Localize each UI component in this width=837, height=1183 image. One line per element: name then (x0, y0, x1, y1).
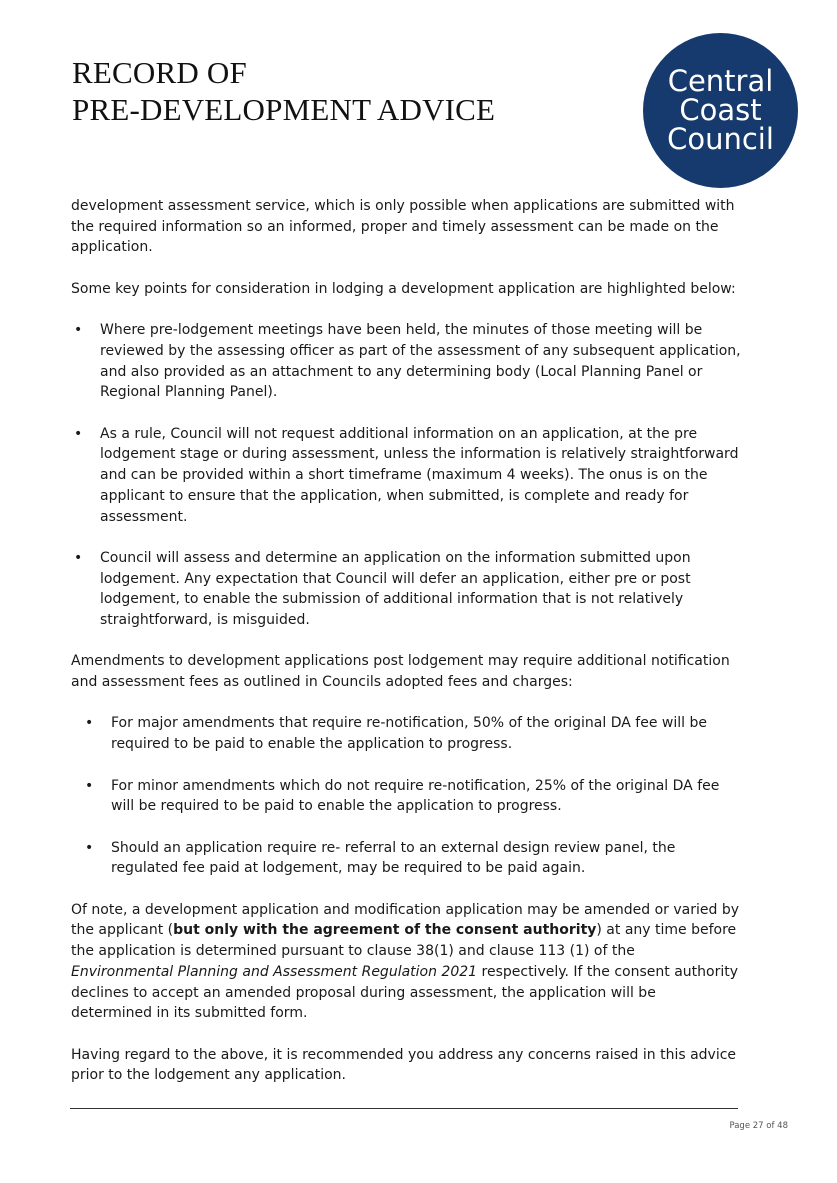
note-text-2: ) at any time before the application is determined pursuant to clause 38(1) and clause 113 (1) of the (71, 922, 737, 960)
closing-paragraph: Having regard to the above, it is recommended you address any concerns raised in this advice prior to the lodgement any application. (71, 1046, 737, 1084)
list-item: • Where pre-lodgement meetings have been held, the minutes of those meeting will be reviewed by the assessing officer as part of the assessment of any subsequent application, and also provided as an attachment to any determining body (Local Planning Panel or Regional Planning Panel). (71, 320, 741, 403)
logo-line-2: Coast (679, 93, 762, 127)
footer-divider (70, 1108, 738, 1109)
list-item: • As a rule, Council will not request additional information on an application, at the pre lodgement stage or during assessment, unless the information is relatively straightforward and can be provided within a short timeframe (maximum 4 weeks). The onus is on the applicant to ensure that the application, when submitted, is complete and ready for assessment. (71, 424, 741, 528)
list-item: • For major amendments that require re-notification, 50% of the original DA fee will be required to be paid to enable the application to progress. (71, 713, 741, 754)
note-text-1: Of note, a development application and modification application may be amended or varied by the applicant ( (71, 901, 740, 939)
logo-line-3: Council (667, 122, 774, 156)
title-line-1: RECORD OF (72, 55, 247, 90)
intro-paragraph: development assessment service, which is only possible when applications are submitted with the required information so an informed, proper and timely assessment can be made on the application. (71, 198, 735, 256)
key-points-list (71, 320, 741, 631)
council-logo (643, 33, 798, 188)
note-text-3: respectively. If the consent authority declines to accept an amended proposal during assessment, the application will be determined in its submitted form. (71, 963, 739, 1022)
note-italic-text: Environmental Planning and Assessment Regulation 2021 (71, 963, 478, 980)
title-line-2: PRE-DEVELOPMENT ADVICE (72, 92, 496, 127)
list-item: • For minor amendments which do not require re-notification, 25% of the original DA fee will be required to be paid to enable the application to progress. (71, 776, 741, 817)
page-body (71, 196, 741, 1107)
page-number: Page 27 of 48 (729, 1121, 788, 1131)
logo-line-1: Central (667, 64, 774, 98)
list-item: • Council will assess and determine an application on the information submitted upon lodgement. Any expectation that Council will defer an application, either pre or post lodgement, to enable the submission of additional information that is not relatively straightforward, is misguided. (71, 548, 741, 631)
document-title (72, 54, 495, 128)
list-item: • Should an application require re- referral to an external design review panel, the regulated fee paid at lodgement, may be required to be paid again. (71, 838, 741, 879)
amendments-intro: Amendments to development applications post lodgement may require additional notification and assessment fees as outlined in Councils adopted fees and charges: (71, 653, 730, 691)
amendments-list (71, 713, 741, 879)
note-paragraph (71, 900, 741, 1024)
note-bold-text: but only with the agreement of the consent authority (173, 922, 597, 939)
key-points-intro: Some key points for consideration in lodging a development application are highlighted below: (71, 280, 736, 297)
